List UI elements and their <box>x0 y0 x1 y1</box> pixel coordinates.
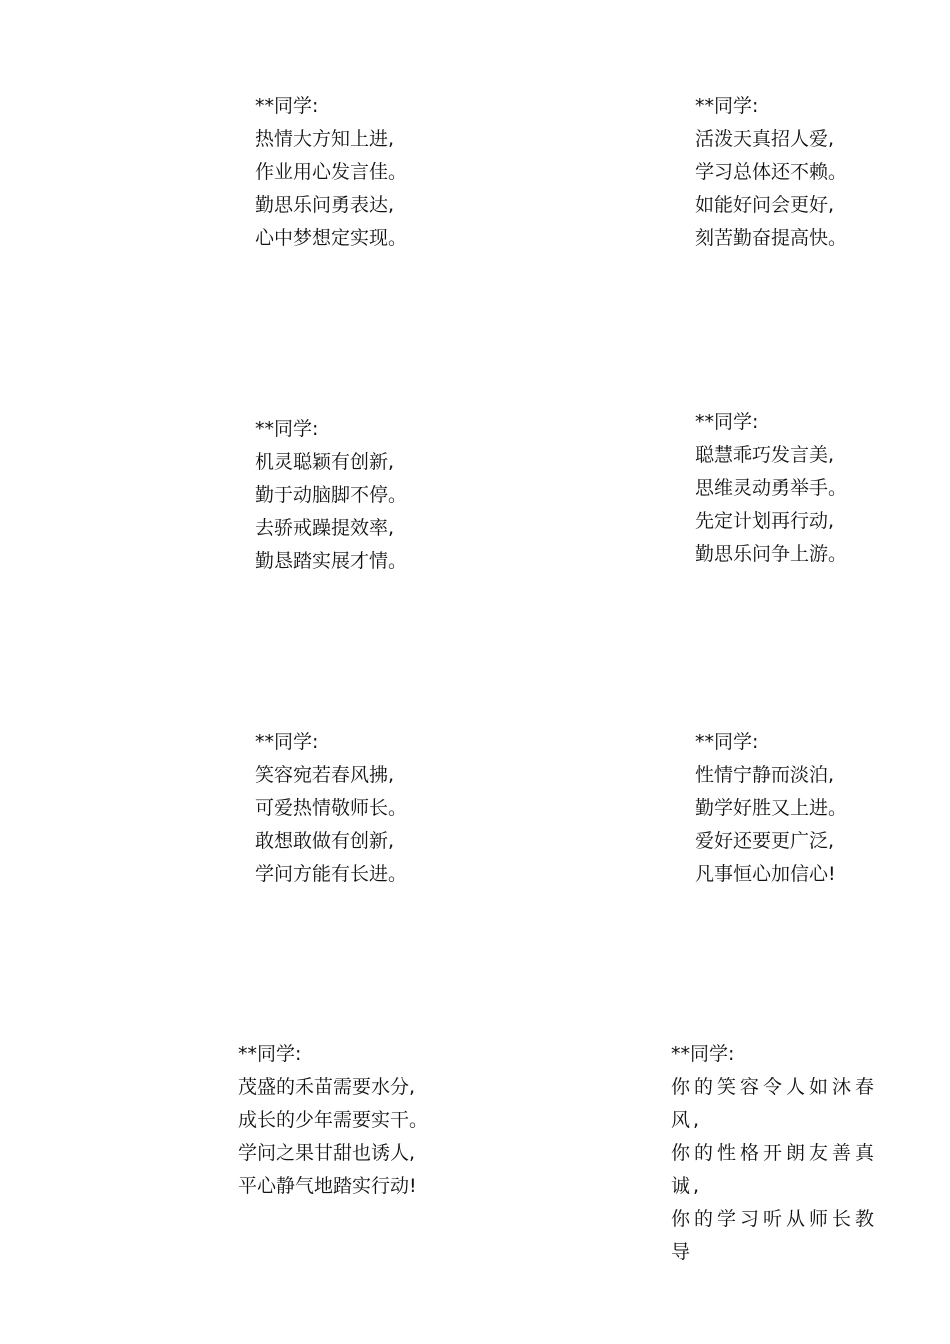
card-line: 茂盛的禾苗需要水分, <box>238 1076 416 1098</box>
card-line: 勤恳踏实展才情。 <box>255 550 408 572</box>
card-line: 热情大方知上进, <box>255 128 395 150</box>
card-line: 平心静气地踏实行动! <box>238 1175 417 1197</box>
card-line: 作业用心发言佳。 <box>255 161 408 183</box>
card-line: 凡事恒心加信心! <box>695 863 836 885</box>
card-greeting: **同学: <box>255 95 319 117</box>
comment-card-7 <box>238 1038 428 1203</box>
card-line: 刻苦勤奋提高快。 <box>695 227 848 249</box>
card-greeting: **同学: <box>695 95 759 117</box>
card-line: 思维灵动勇举手。 <box>695 477 848 499</box>
card-line: 勤思乐问争上游。 <box>695 543 848 565</box>
card-line: 爱好还要更广泛, <box>695 830 835 852</box>
comment-card-8 <box>671 1038 877 1263</box>
card-line: 勤学好胜又上进。 <box>695 797 848 819</box>
card-line: 勤思乐问勇表达, <box>255 194 395 216</box>
comment-card-4 <box>695 406 847 571</box>
comment-card-5 <box>255 726 407 891</box>
card-line: 勤于动脑脚不停。 <box>255 484 408 506</box>
card-greeting: **同学: <box>695 731 759 753</box>
card-line: 笑容宛若春风拂, <box>255 764 395 786</box>
comment-card-3 <box>255 413 407 578</box>
card-line: 去骄戒躁提效率, <box>255 517 395 539</box>
card-line: 你的学习听从师长教导 <box>671 1208 877 1263</box>
card-greeting: **同学: <box>671 1043 735 1065</box>
card-line: 学习总体还不赖。 <box>695 161 848 183</box>
card-greeting: **同学: <box>238 1043 302 1065</box>
card-line: 学问之果甘甜也诱人, <box>238 1142 416 1164</box>
card-line: 机灵聪颖有创新, <box>255 451 395 473</box>
card-line: 敢想敢做有创新, <box>255 830 395 852</box>
card-line: 聪慧乖巧发言美, <box>695 444 835 466</box>
card-greeting: **同学: <box>255 418 319 440</box>
card-line: 性情宁静而淡泊, <box>695 764 835 786</box>
card-line: 你的性格开朗友善真诚, <box>671 1142 877 1197</box>
card-line: 活泼天真招人爱, <box>695 128 835 150</box>
card-greeting: **同学: <box>695 411 759 433</box>
card-line: 如能好问会更好, <box>695 194 835 216</box>
comment-card-6 <box>695 726 847 891</box>
comment-card-2 <box>695 90 847 255</box>
card-line: 心中梦想定实现。 <box>255 227 408 249</box>
card-line: 你的笑容令人如沐春风, <box>671 1076 877 1131</box>
card-line: 可爱热情敬师长。 <box>255 797 408 819</box>
card-greeting: **同学: <box>255 731 319 753</box>
card-line: 成长的少年需要实干。 <box>238 1109 429 1131</box>
comment-card-1 <box>255 90 407 255</box>
card-line: 学问方能有长进。 <box>255 863 408 885</box>
card-line: 先定计划再行动, <box>695 510 835 532</box>
